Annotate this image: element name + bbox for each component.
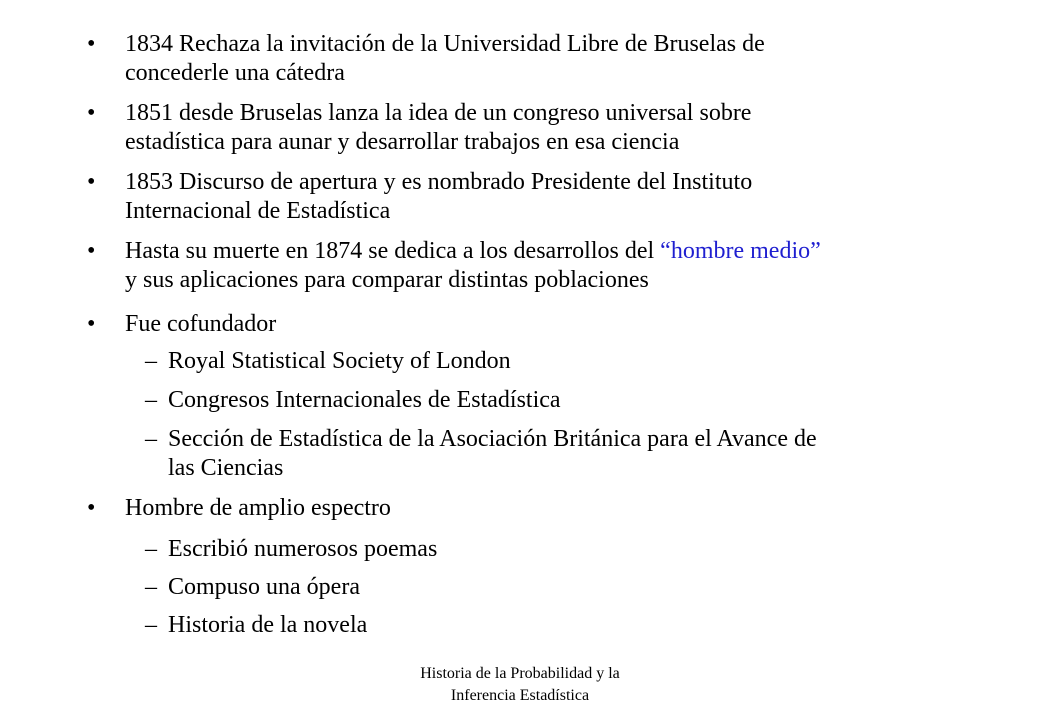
bullet-marker: •	[87, 238, 96, 264]
bullet-text-line: 1851 desde Bruselas lanza la idea de un congreso universal sobre	[125, 100, 752, 126]
dash-marker: –	[145, 612, 157, 638]
bullet-text-line: concederle una cátedra	[125, 60, 345, 86]
bullet-text-line: 1834 Rechaza la invitación de la Universidad Libre de Bruselas de	[125, 31, 765, 57]
bullet-text-segment: Hasta su muerte en 1874 se dedica a los desarrollos del	[125, 238, 661, 264]
sub-item-text: Royal Statistical Society of London	[168, 348, 511, 374]
hombre-medio-highlight: “hombre medio”	[660, 238, 821, 264]
sub-item-text: Compuso una ópera	[168, 574, 360, 600]
bullet-marker: •	[87, 169, 96, 195]
sub-item-text: Historia de la novela	[168, 612, 368, 638]
dash-marker: –	[145, 426, 157, 452]
sub-item-text: Sección de Estadística de la Asociación Británica para el Avance de	[168, 426, 817, 452]
dash-marker: –	[145, 574, 157, 600]
footer-line: Historia de la Probabilidad y la	[420, 665, 620, 682]
sub-item-text: las Ciencias	[168, 455, 284, 481]
bullet-marker: •	[87, 495, 96, 521]
slide-footer	[360, 663, 680, 707]
dash-marker: –	[145, 348, 157, 374]
footer-line: Inferencia Estadística	[450, 687, 590, 704]
dash-marker: –	[145, 536, 157, 562]
bullet-marker: •	[87, 31, 96, 57]
bullet-text-line	[125, 237, 821, 266]
dash-marker: –	[145, 387, 157, 413]
bullet-text-line: Hombre de amplio espectro	[125, 495, 391, 521]
bullet-text-line: y sus aplicaciones para comparar distintas poblaciones	[125, 267, 649, 293]
bullet-marker: •	[87, 100, 96, 126]
bullet-text-line: Internacional de Estadística	[125, 198, 391, 224]
bullet-text-line: 1853 Discurso de apertura y es nombrado Presidente del Instituto	[125, 169, 753, 195]
sub-item-text: Escribió numerosos poemas	[168, 536, 438, 562]
bullet-marker: •	[87, 311, 96, 337]
bullet-text-line: estadística para aunar y desarrollar trabajos en esa ciencia	[125, 129, 680, 155]
bullet-text-line: Fue cofundador	[125, 311, 277, 337]
sub-item-text: Congresos Internacionales de Estadística	[168, 387, 561, 413]
